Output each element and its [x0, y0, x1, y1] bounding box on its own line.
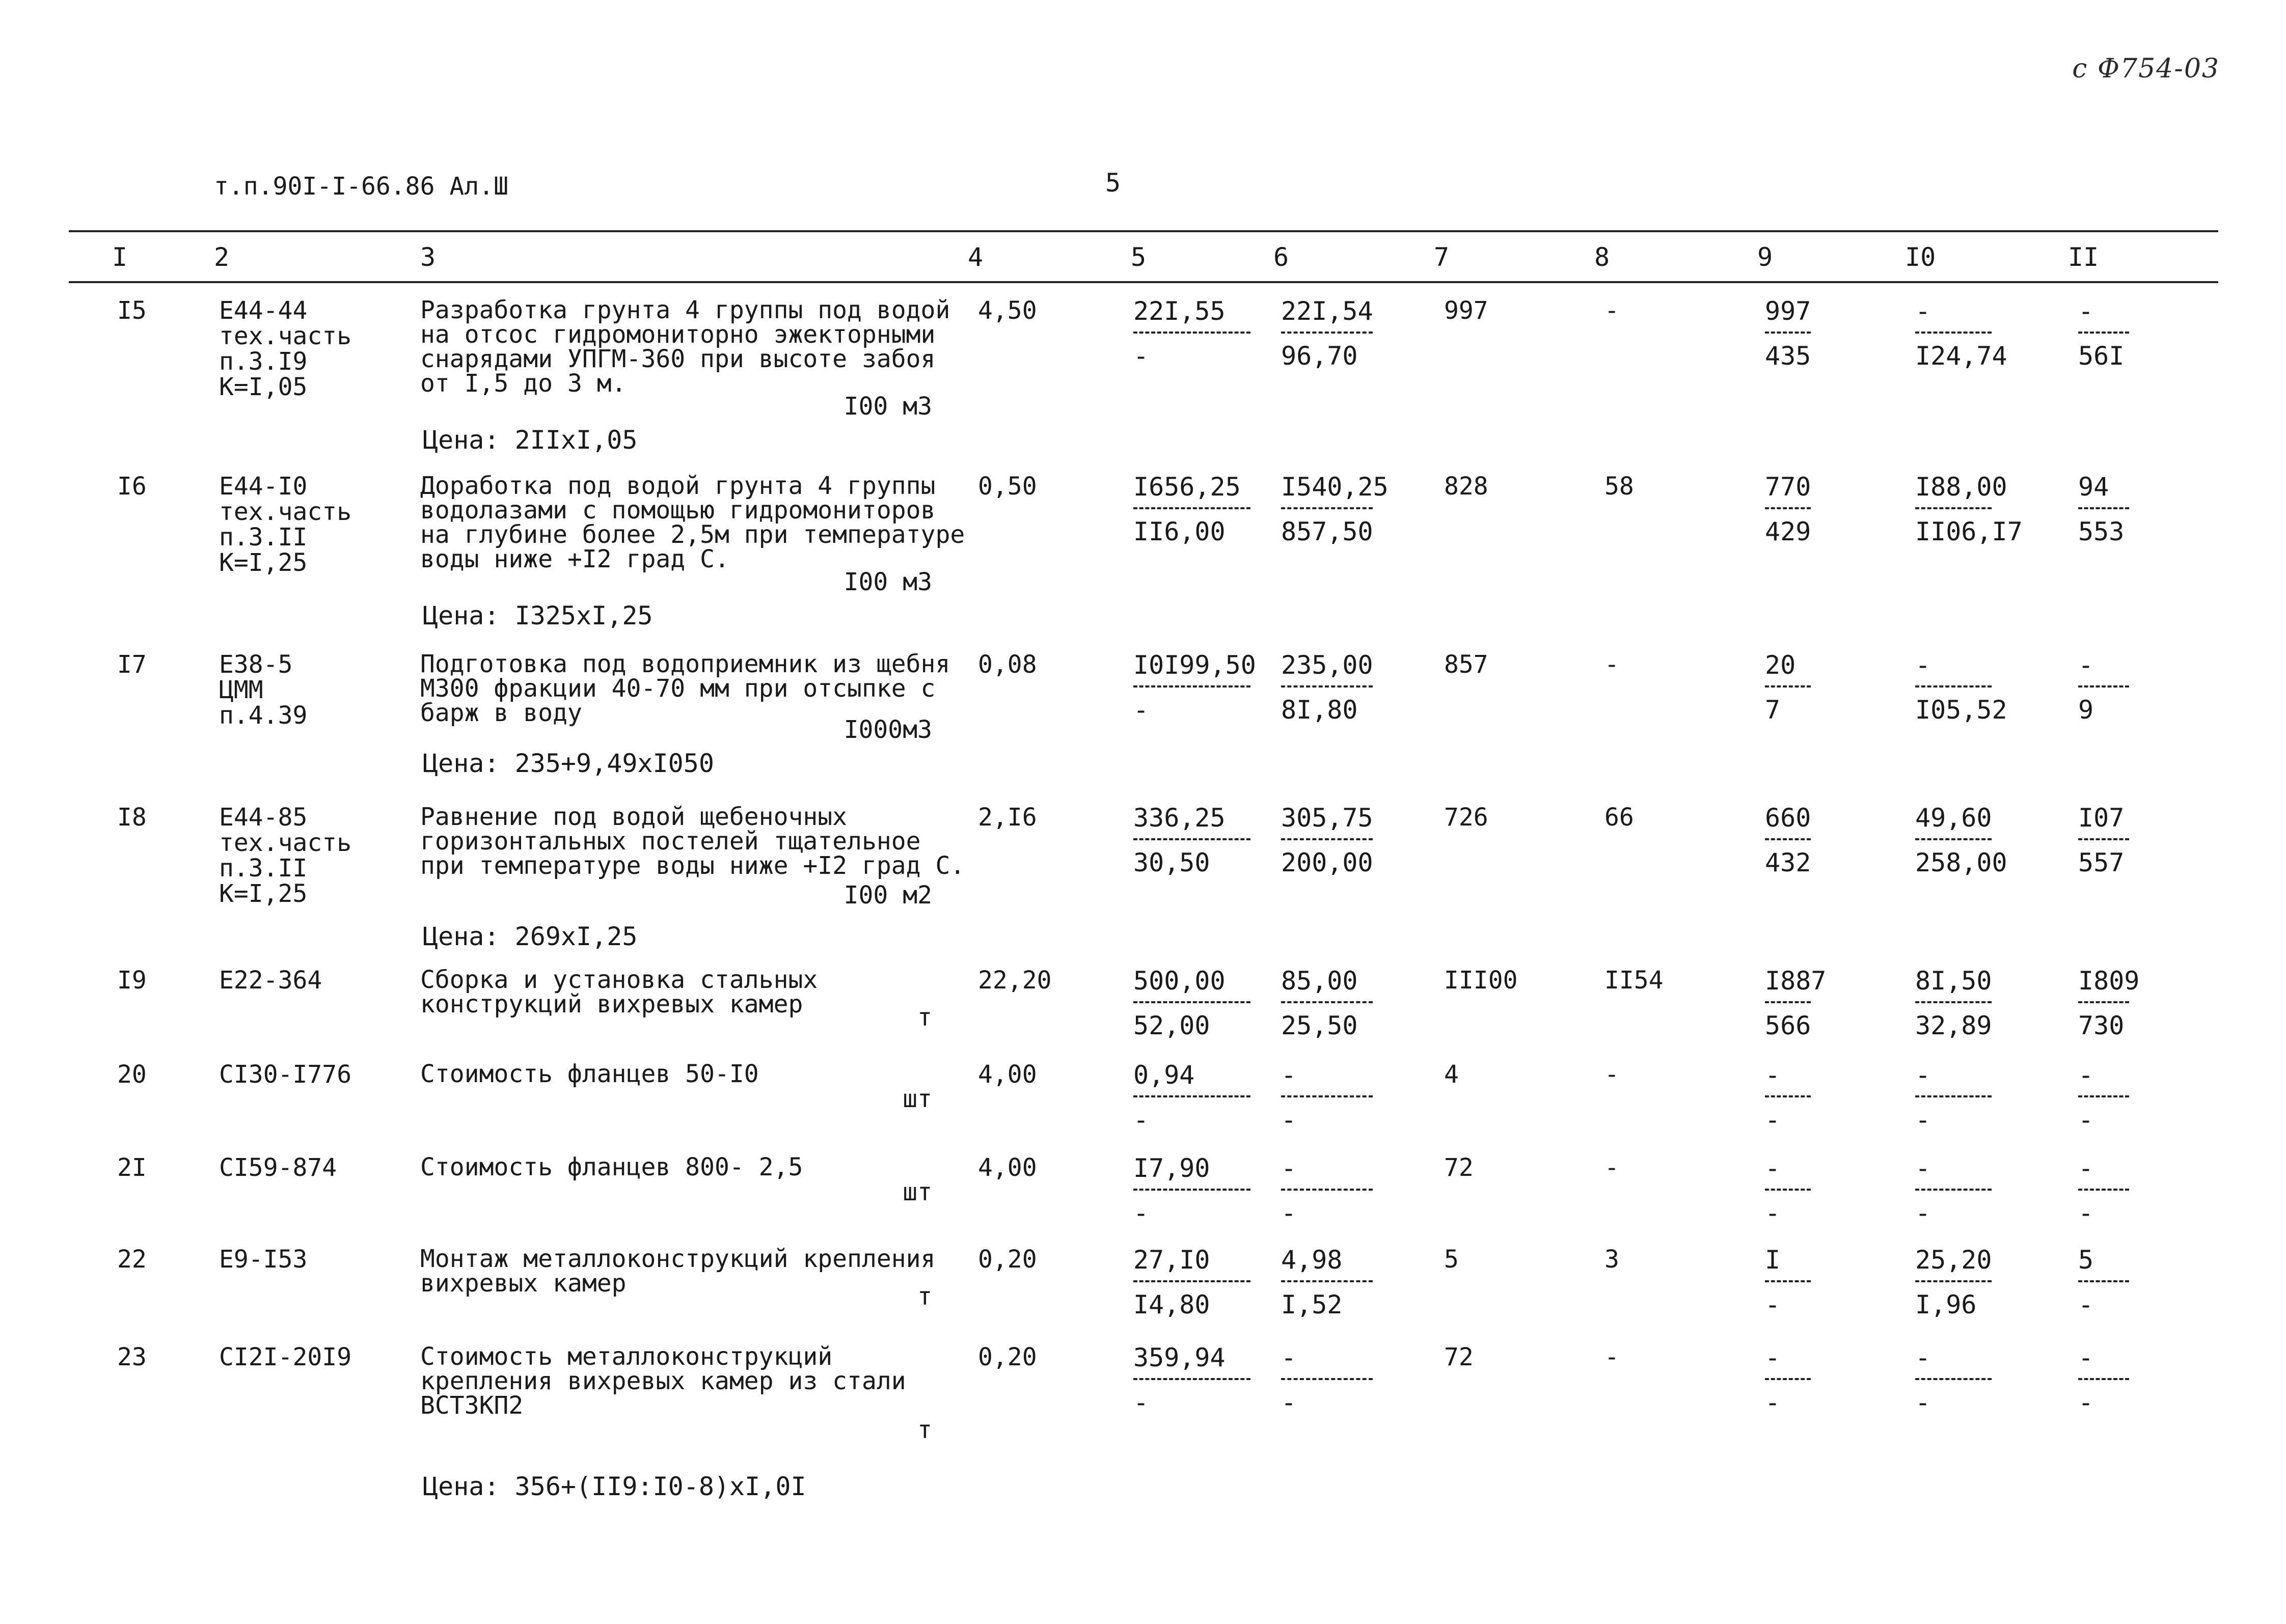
price-formula: Цена: 269xI,25: [423, 922, 638, 951]
fraction-denominator: -: [1133, 695, 1149, 725]
fraction-numerator: -: [2078, 296, 2094, 326]
fraction-denominator: -: [1765, 1388, 1781, 1417]
fraction-line: [1133, 685, 1250, 687]
fraction-denominator: 557: [2078, 848, 2125, 877]
fraction-denominator: 435: [1765, 341, 1811, 371]
fraction-line: [1281, 1001, 1373, 1003]
rate-code-line: Е44-44: [219, 296, 308, 325]
rate-code-line: СI2I-20I9: [219, 1343, 352, 1371]
fraction-line: [2078, 1280, 2129, 1282]
quantity: 22,20: [978, 966, 1052, 995]
fraction-denominator: -: [1281, 1198, 1297, 1228]
total-amount: 828: [1444, 472, 1488, 501]
total-machine-fraction: [1765, 1062, 1811, 1133]
fraction-numerator: -: [1915, 1343, 1931, 1372]
quantity: 0,08: [978, 650, 1037, 679]
total-machine-fraction: [1765, 1155, 1811, 1226]
wages-amount: -: [1604, 296, 1619, 325]
fraction-denominator: I4,80: [1133, 1290, 1210, 1319]
header-bottom-rule: [69, 281, 2218, 283]
fraction-numerator: -: [1281, 1153, 1297, 1183]
fraction-denominator: 200,00: [1281, 848, 1373, 877]
column-header: 7: [1434, 242, 1450, 272]
row-number: 23: [117, 1343, 147, 1371]
fraction-denominator: -: [2078, 1198, 2094, 1228]
machine-cost-fraction: [1281, 1344, 1373, 1416]
price-formula: Цена: 2IIxI,05: [423, 425, 638, 455]
fraction-denominator: II06,I7: [1915, 517, 2023, 546]
wages-amount: -: [1604, 1343, 1619, 1371]
fraction-line: [1133, 332, 1250, 334]
machine-cost-fraction: [1281, 1247, 1373, 1318]
fraction-line: [2078, 507, 2129, 509]
fraction-denominator: II6,00: [1133, 517, 1226, 546]
fraction-denominator: 52,00: [1133, 1011, 1210, 1040]
measure-unit: т: [917, 1416, 932, 1444]
fraction-line: [1281, 1095, 1373, 1097]
fraction-line: [1133, 838, 1250, 840]
fraction-denominator: -: [1765, 1105, 1781, 1135]
wages-amount: 66: [1604, 803, 1634, 832]
fraction-numerator: 359,94: [1133, 1343, 1226, 1372]
wages-amount: II54: [1604, 966, 1664, 995]
fraction-denominator: -: [1915, 1198, 1931, 1228]
fraction-numerator: 94: [2078, 472, 2109, 502]
quantity: 4,00: [978, 1153, 1037, 1182]
fraction-denominator: -: [2078, 1105, 2094, 1135]
fraction-denominator: I24,74: [1915, 341, 2007, 371]
fraction-numerator: I540,25: [1281, 472, 1389, 502]
fraction-denominator: -: [1915, 1105, 1931, 1135]
rate-code-line: п.3.I9: [219, 347, 308, 376]
document-stamp: с Ф754-03: [2072, 53, 2220, 84]
fraction-line: [1133, 507, 1250, 509]
labor-fraction: [1915, 472, 2023, 546]
column-header: 4: [968, 242, 984, 272]
rate-code-line: тех.часть: [219, 829, 352, 857]
total-amount: 4: [1444, 1060, 1459, 1089]
fraction-numerator: 235,00: [1281, 650, 1373, 680]
rate-code-line: п.3.II: [219, 854, 308, 883]
fraction-numerator: 22I,55: [1133, 296, 1226, 326]
total-machine-fraction: [1765, 1344, 1811, 1416]
fraction-line: [1765, 332, 1811, 334]
quantity: 4,00: [978, 1060, 1037, 1089]
fraction-line: [1765, 1095, 1811, 1097]
rate-code-line: К=I,25: [219, 548, 308, 577]
work-description: Стоимость металлоконструкций крепления вихревых камер из стали ВСТ3КП2: [420, 1342, 906, 1420]
fraction-line: [1281, 685, 1373, 687]
fraction-numerator: 997: [1765, 296, 1811, 326]
measure-unit: шт: [903, 1085, 932, 1113]
price-formula: Цена: 235+9,49xI050: [423, 749, 714, 778]
fraction-denominator: -: [1133, 1105, 1149, 1135]
total-amount: III00: [1444, 966, 1518, 995]
fraction-line: [2078, 1095, 2129, 1097]
fraction-numerator: 660: [1765, 803, 1811, 833]
rate-code: [219, 968, 322, 993]
rate-code-line: Е38-5: [219, 650, 293, 679]
column-header: 2: [214, 242, 230, 272]
quantity: 0,50: [978, 472, 1037, 501]
total-machine-fraction: [1765, 966, 1827, 1040]
measure-unit: I000м3: [843, 715, 932, 744]
fraction-denominator: I,52: [1281, 1290, 1343, 1319]
unit-cost-fraction: [1133, 1155, 1250, 1226]
unit-cost-fraction: [1133, 1344, 1250, 1416]
machine-cost-fraction: [1281, 652, 1373, 723]
fraction-denominator: 566: [1765, 1011, 1811, 1040]
fraction-line: [1915, 332, 1992, 334]
fraction-numerator: -: [1915, 1060, 1931, 1090]
work-description: Стоимость фланцев 800- 2,5: [420, 1153, 803, 1181]
fraction-numerator: -: [1765, 1153, 1781, 1183]
document-reference: т.п.90I-I-66.86 Ал.Ш: [214, 172, 508, 201]
labor-total-fraction: [2078, 1062, 2129, 1133]
column-header: I: [112, 242, 128, 272]
fraction-line: [1133, 1280, 1250, 1282]
row-number: 2I: [117, 1153, 147, 1182]
rate-code: [219, 1247, 307, 1272]
column-header: 6: [1273, 242, 1289, 272]
fraction-line: [2078, 1378, 2129, 1380]
fraction-line: [1915, 507, 1992, 509]
fraction-line: [2078, 1189, 2129, 1191]
fraction-line: [1281, 838, 1373, 840]
price-formula: Цена: I325xI,25: [423, 601, 653, 630]
fraction-line: [1133, 1189, 1250, 1191]
fraction-line: [1281, 1189, 1373, 1191]
total-amount: 997: [1444, 296, 1488, 325]
row-number: 20: [117, 1060, 147, 1089]
fraction-line: [1281, 332, 1373, 334]
quantity: 4,50: [978, 296, 1037, 325]
unit-cost-fraction: [1133, 968, 1250, 1039]
fraction-denominator: -: [1133, 1198, 1149, 1228]
fraction-numerator: 770: [1765, 472, 1811, 502]
fraction-denominator: 8I,80: [1281, 695, 1358, 725]
fraction-denominator: 432: [1765, 848, 1811, 877]
unit-cost-fraction: [1133, 650, 1256, 725]
fraction-denominator: 9: [2078, 695, 2094, 725]
measure-unit: т: [917, 1003, 932, 1032]
column-header: I0: [1905, 242, 1936, 272]
total-machine-fraction: [1765, 1247, 1811, 1318]
fraction-line: [1281, 1378, 1373, 1380]
rate-code-line: ЦММ: [219, 676, 263, 704]
labor-fraction: [1915, 1155, 1992, 1226]
fraction-denominator: -: [2078, 1388, 2094, 1417]
rate-code-line: К=I,25: [219, 879, 308, 908]
labor-fraction: [1915, 1062, 1992, 1133]
price-formula: Цена: 356+(II9:I0-8)xI,0I: [423, 1472, 806, 1501]
fraction-line: [1915, 1280, 1992, 1282]
fraction-line: [1765, 1378, 1811, 1380]
rate-code: [219, 652, 307, 728]
rate-code: [219, 1062, 351, 1087]
fraction-denominator: -: [1281, 1105, 1297, 1135]
labor-fraction: [1915, 650, 2007, 725]
machine-cost-fraction: [1281, 472, 1389, 546]
fraction-numerator: -: [1281, 1343, 1297, 1372]
total-amount: 72: [1444, 1153, 1474, 1182]
wages-amount: -: [1604, 1060, 1619, 1089]
machine-cost-fraction: [1281, 968, 1373, 1039]
machine-cost-fraction: [1281, 805, 1373, 876]
fraction-denominator: -: [1133, 341, 1149, 371]
labor-fraction: [1915, 296, 2007, 371]
rate-code: [219, 298, 351, 400]
fraction-numerator: 20: [1765, 650, 1796, 680]
rate-code-line: тех.часть: [219, 498, 352, 526]
rate-code-line: Е44-85: [219, 803, 308, 832]
page-number: 5: [1105, 168, 1121, 198]
fraction-line: [1915, 1095, 1992, 1097]
quantity: 0,20: [978, 1245, 1037, 1274]
machine-cost-fraction: [1281, 1062, 1373, 1133]
unit-cost-fraction: [1133, 298, 1250, 369]
fraction-denominator: 553: [2078, 517, 2125, 546]
fraction-numerator: -: [1281, 1060, 1297, 1090]
column-header: 3: [420, 242, 436, 272]
machine-cost-fraction: [1281, 298, 1373, 369]
labor-total-fraction: [2078, 298, 2129, 369]
wages-amount: -: [1604, 650, 1619, 679]
work-description: Стоимость фланцев 50-I0: [420, 1060, 759, 1088]
measure-unit: шт: [903, 1178, 932, 1206]
fraction-numerator: 500,00: [1133, 966, 1226, 996]
quantity: 2,I6: [978, 803, 1037, 832]
rate-code-line: К=I,05: [219, 373, 308, 401]
fraction-numerator: I809: [2078, 966, 2140, 996]
fraction-line: [2078, 838, 2129, 840]
column-header: II: [2068, 242, 2099, 272]
fraction-line: [1915, 685, 1992, 687]
fraction-denominator: 30,50: [1133, 848, 1210, 877]
fraction-denominator: 7: [1765, 695, 1781, 725]
fraction-numerator: -: [2078, 650, 2094, 680]
fraction-denominator: -: [1133, 1388, 1149, 1417]
fraction-numerator: 27,I0: [1133, 1245, 1210, 1275]
total-amount: 857: [1444, 650, 1488, 679]
wages-amount: -: [1604, 1153, 1619, 1182]
fraction-numerator: 305,75: [1281, 803, 1373, 833]
header-top-rule: [69, 230, 2218, 232]
rate-code-line: СI30-I776: [219, 1060, 352, 1089]
row-number: I8: [117, 803, 147, 832]
fraction-line: [2078, 685, 2129, 687]
fraction-line: [1765, 1280, 1811, 1282]
work-description: Монтаж металлоконструкций крепления вихревых камер: [420, 1245, 936, 1298]
fraction-denominator: I,96: [1915, 1290, 1977, 1319]
measure-unit: т: [917, 1282, 932, 1311]
fraction-denominator: 258,00: [1915, 848, 2007, 877]
labor-total-fraction: [2078, 1247, 2129, 1318]
machine-cost-fraction: [1281, 1155, 1373, 1226]
fraction-line: [1765, 685, 1811, 687]
fraction-numerator: I88,00: [1915, 472, 2007, 502]
fraction-numerator: I: [1765, 1245, 1781, 1275]
fraction-line: [1765, 1189, 1811, 1191]
fraction-numerator: 4,98: [1281, 1245, 1343, 1275]
labor-fraction: [1915, 968, 1992, 1039]
column-header: 5: [1131, 242, 1147, 272]
fraction-numerator: 49,60: [1915, 803, 1992, 833]
fraction-denominator: 56I: [2078, 341, 2125, 371]
labor-total-fraction: [2078, 1155, 2129, 1226]
fraction-line: [1133, 1095, 1250, 1097]
row-number: 22: [117, 1245, 147, 1274]
work-description: Доработка под водой грунта 4 группы водолазами с помощью гидромониторов на глубине более 2,5м при температуре воды ниже +I2 град С.: [420, 472, 965, 573]
quantity: 0,20: [978, 1343, 1037, 1371]
fraction-numerator: -: [1915, 1153, 1931, 1183]
rate-code: [219, 1155, 337, 1180]
fraction-denominator: 96,70: [1281, 341, 1358, 371]
row-number: I7: [117, 650, 147, 679]
fraction-denominator: 429: [1765, 517, 1811, 546]
fraction-line: [1915, 1001, 1992, 1003]
fraction-numerator: -: [1915, 296, 1931, 326]
measure-unit: I00 м2: [843, 881, 932, 910]
labor-fraction: [1915, 1247, 1992, 1318]
column-header: 9: [1757, 242, 1773, 272]
work-description: Разработка грунта 4 группы под водой на отсос гидромониторно эжекторными снарядами УПГМ-360 при высоте забоя от I,5 до 3 м.: [420, 296, 950, 398]
fraction-denominator: 857,50: [1281, 517, 1373, 546]
fraction-numerator: I887: [1765, 966, 1827, 996]
total-machine-fraction: [1765, 652, 1811, 723]
fraction-line: [1281, 507, 1373, 509]
fraction-denominator: I05,52: [1915, 695, 2007, 725]
total-machine-fraction: [1765, 474, 1811, 545]
labor-fraction: [1915, 803, 2007, 877]
fraction-line: [1915, 1189, 1992, 1191]
rate-code-line: Е22-364: [219, 966, 322, 995]
fraction-numerator: 0,94: [1133, 1060, 1195, 1090]
fraction-line: [2078, 1001, 2129, 1003]
fraction-line: [1765, 507, 1811, 509]
unit-cost-fraction: [1133, 474, 1250, 545]
fraction-numerator: 5: [2078, 1245, 2094, 1275]
fraction-line: [1281, 1280, 1373, 1282]
labor-fraction: [1915, 1344, 1992, 1416]
fraction-numerator: I0I99,50: [1133, 650, 1256, 680]
fraction-numerator: -: [2078, 1153, 2094, 1183]
work-description: Подготовка под водоприемник из щебня М300 фракции 40-70 мм при отсыпке с барж в воду: [420, 650, 950, 727]
work-description: Равнение под водой щебеночных горизонтальных постелей тщательное при температуре воды ниже +I2 град С.: [420, 803, 965, 880]
wages-amount: 58: [1604, 472, 1634, 501]
labor-total-fraction: [2078, 966, 2140, 1040]
fraction-line: [2078, 332, 2129, 334]
total-machine-fraction: [1765, 805, 1811, 876]
total-machine-fraction: [1765, 298, 1811, 369]
fraction-denominator: -: [1915, 1388, 1931, 1417]
fraction-numerator: 8I,50: [1915, 966, 1992, 996]
fraction-numerator: 25,20: [1915, 1245, 1992, 1275]
fraction-line: [1133, 1001, 1250, 1003]
total-amount: 72: [1444, 1343, 1474, 1371]
wages-amount: 3: [1604, 1245, 1619, 1274]
fraction-numerator: -: [1765, 1343, 1781, 1372]
fraction-denominator: -: [2078, 1290, 2094, 1319]
unit-cost-fraction: [1133, 1247, 1250, 1318]
fraction-numerator: I07: [2078, 803, 2125, 833]
labor-total-fraction: [2078, 805, 2129, 876]
row-number: I6: [117, 472, 147, 501]
labor-total-fraction: [2078, 474, 2129, 545]
rate-code-line: п.3.II: [219, 523, 308, 552]
labor-total-fraction: [2078, 1344, 2129, 1416]
rate-code-line: п.4.39: [219, 701, 308, 730]
rate-code-line: Е9-I53: [219, 1245, 308, 1274]
fraction-denominator: -: [1765, 1198, 1781, 1228]
measure-unit: I00 м3: [843, 568, 932, 596]
fraction-line: [1915, 838, 1992, 840]
row-number: I5: [117, 296, 147, 325]
fraction-numerator: 85,00: [1281, 966, 1358, 996]
rate-code: [219, 474, 351, 575]
fraction-denominator: 730: [2078, 1011, 2125, 1040]
fraction-numerator: -: [1765, 1060, 1781, 1090]
fraction-denominator: 32,89: [1915, 1011, 1992, 1040]
total-amount: 5: [1444, 1245, 1459, 1274]
rate-code-line: СI59-874: [219, 1153, 337, 1182]
fraction-numerator: -: [2078, 1343, 2094, 1372]
fraction-line: [1915, 1378, 1992, 1380]
row-number: I9: [117, 966, 147, 995]
fraction-numerator: -: [2078, 1060, 2094, 1090]
fraction-line: [1765, 1001, 1811, 1003]
column-header: 8: [1594, 242, 1610, 272]
labor-total-fraction: [2078, 652, 2129, 723]
fraction-numerator: I656,25: [1133, 472, 1241, 502]
total-amount: 726: [1444, 803, 1488, 832]
rate-code-line: тех.часть: [219, 322, 352, 350]
unit-cost-fraction: [1133, 805, 1250, 876]
work-description: Сборка и установка стальных конструкций вихревых камер: [420, 966, 818, 1019]
fraction-numerator: I7,90: [1133, 1153, 1210, 1183]
fraction-denominator: -: [1281, 1388, 1297, 1417]
rate-code: [219, 1344, 351, 1370]
fraction-numerator: 22I,54: [1281, 296, 1373, 326]
rate-code: [219, 805, 351, 906]
fraction-numerator: -: [1915, 650, 1931, 680]
fraction-denominator: -: [1765, 1290, 1781, 1319]
rate-code-line: Е44-I0: [219, 472, 308, 501]
fraction-denominator: 25,50: [1281, 1011, 1358, 1040]
measure-unit: I00 м3: [843, 392, 932, 421]
unit-cost-fraction: [1133, 1062, 1250, 1133]
fraction-line: [1133, 1378, 1250, 1380]
fraction-line: [1765, 838, 1811, 840]
fraction-numerator: 336,25: [1133, 803, 1226, 833]
